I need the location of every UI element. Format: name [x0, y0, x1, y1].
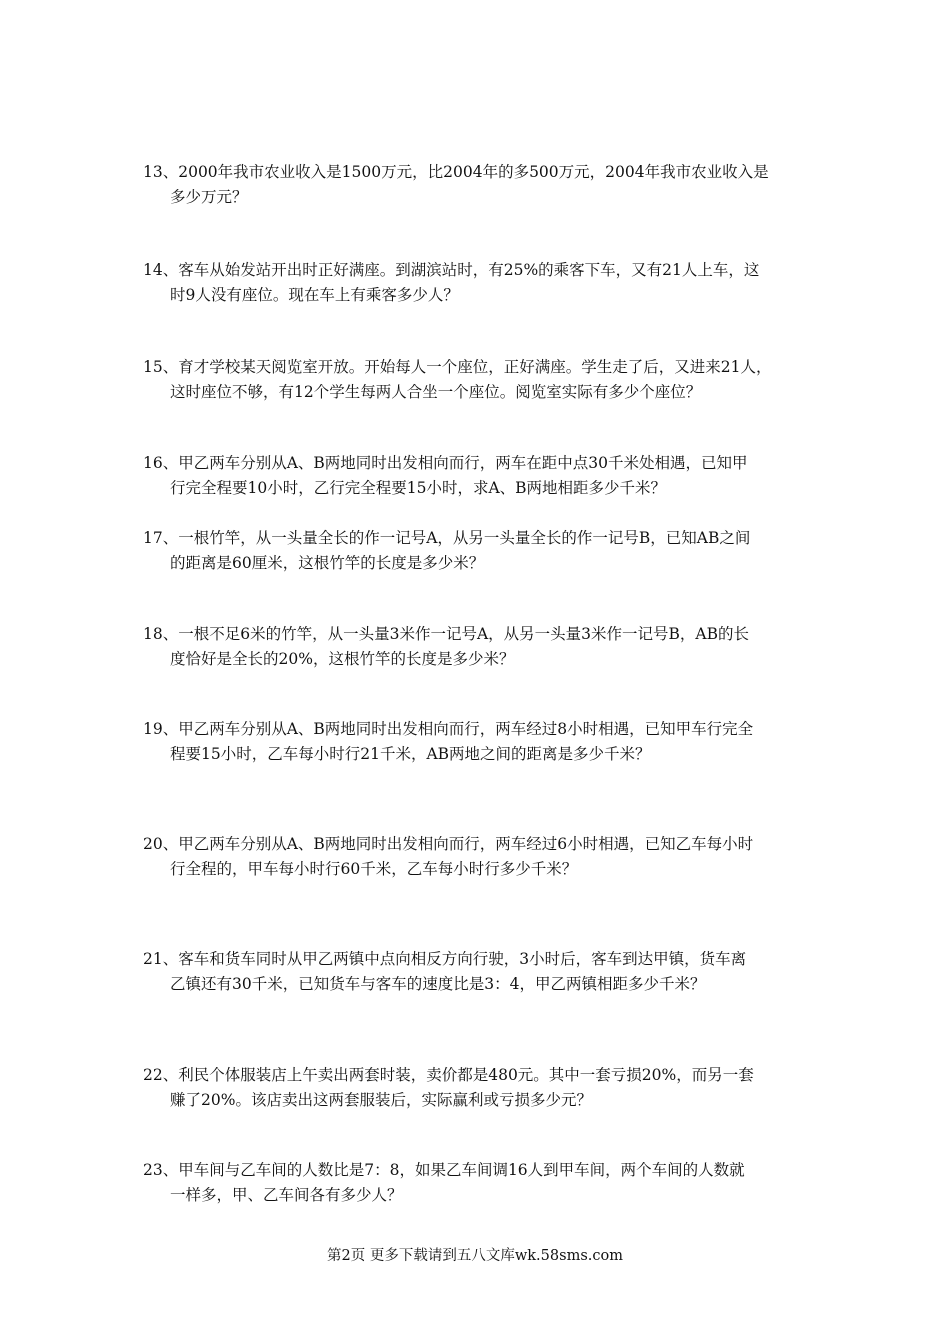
- problem-14: [143, 258, 823, 308]
- problem-19: [143, 717, 823, 767]
- problem-text-line: 17、一根竹竿，从一头量全长的作一记号A，从另一头量全长的作一记号B，已知AB之间: [143, 529, 751, 547]
- problem-text-line: 15、育才学校某天阅览室开放。开始每人一个座位，正好满座。学生走了后，又进来21人，: [143, 358, 772, 376]
- problem-text-continuation: 的距离是60厘米，这根竹竿的长度是多少米？: [170, 554, 485, 572]
- problem-text-continuation: 这时座位不够，有12个学生每两人合坐一个座位。阅览室实际有多少个座位？: [170, 383, 702, 401]
- problem-text-line: 23、甲车间与乙车间的人数比是7：8，如果乙车间调16人到甲车间，两个车间的人数就: [143, 1161, 745, 1179]
- page-footer: 第2页 更多下载请到五八文库wk.58sms.com: [327, 1248, 623, 1264]
- problem-text-line: 19、甲乙两车分别从A、B两地同时出发相向而行，两车经过8小时相遇，已知甲车行完全: [143, 720, 754, 738]
- problem-text-line: 20、甲乙两车分别从A、B两地同时出发相向而行，两车经过6小时相遇，已知乙车每小时: [143, 835, 754, 853]
- problem-text-continuation: 行全程的，甲车每小时行60千米，乙车每小时行多少千米？: [170, 860, 578, 878]
- problem-17: [143, 526, 823, 576]
- problem-18: [143, 622, 823, 672]
- problem-text-line: 13、2000年我市农业收入是1500万元，比2004年的多500万元，2004年我市农业收入是: [143, 163, 769, 181]
- problem-13: [143, 160, 823, 210]
- problem-text-line: 14、客车从始发站开出时正好满座。到湖滨站时，有25%的乘客下车，又有21人上车，这: [143, 261, 760, 279]
- problem-15: [143, 355, 823, 405]
- problem-text-continuation: 赚了20%。该店卖出这两套服装后，实际赢利或亏损多少元？: [170, 1091, 592, 1109]
- problem-text-continuation: 度恰好是全长的20%，这根竹竿的长度是多少米？: [170, 650, 515, 668]
- problem-text-line: 21、客车和货车同时从甲乙两镇中点向相反方向行驶，3小时后，客车到达甲镇，货车离: [143, 950, 747, 968]
- problem-text-continuation: 时9人没有座位。现在车上有乘客多少人？: [170, 286, 459, 304]
- problem-text-continuation: 行完全程要10小时，乙行完全程要15小时，求A、B两地相距多少千米？: [170, 479, 667, 497]
- problem-text-continuation: 乙镇还有30千米，已知货车与客车的速度比是3：4，甲乙两镇相距多少千米？: [170, 975, 706, 993]
- problem-22: [143, 1063, 823, 1113]
- problem-text-line: 18、一根不足6米的竹竿，从一头量3米作一记号A，从另一头量3米作一记号B，AB的长: [143, 625, 749, 643]
- problem-text-line: 16、甲乙两车分别从A、B两地同时出发相向而行，两车在距中点30千米处相遇，已知甲: [143, 454, 748, 472]
- problem-23: [143, 1158, 823, 1208]
- problem-20: [143, 832, 823, 882]
- problem-text-continuation: 程要15小时，乙车每小时行21千米，AB两地之间的距离是多少千米？: [170, 745, 651, 763]
- problem-16: [143, 451, 823, 501]
- problem-text-continuation: 多少万元？: [170, 188, 248, 206]
- problem-text-continuation: 一样多，甲、乙车间各有多少人？: [170, 1186, 403, 1204]
- problem-21: [143, 947, 823, 997]
- problem-text-line: 22、利民个体服装店上午卖出两套时装，卖价都是480元。其中一套亏损20%，而另一套: [143, 1066, 754, 1084]
